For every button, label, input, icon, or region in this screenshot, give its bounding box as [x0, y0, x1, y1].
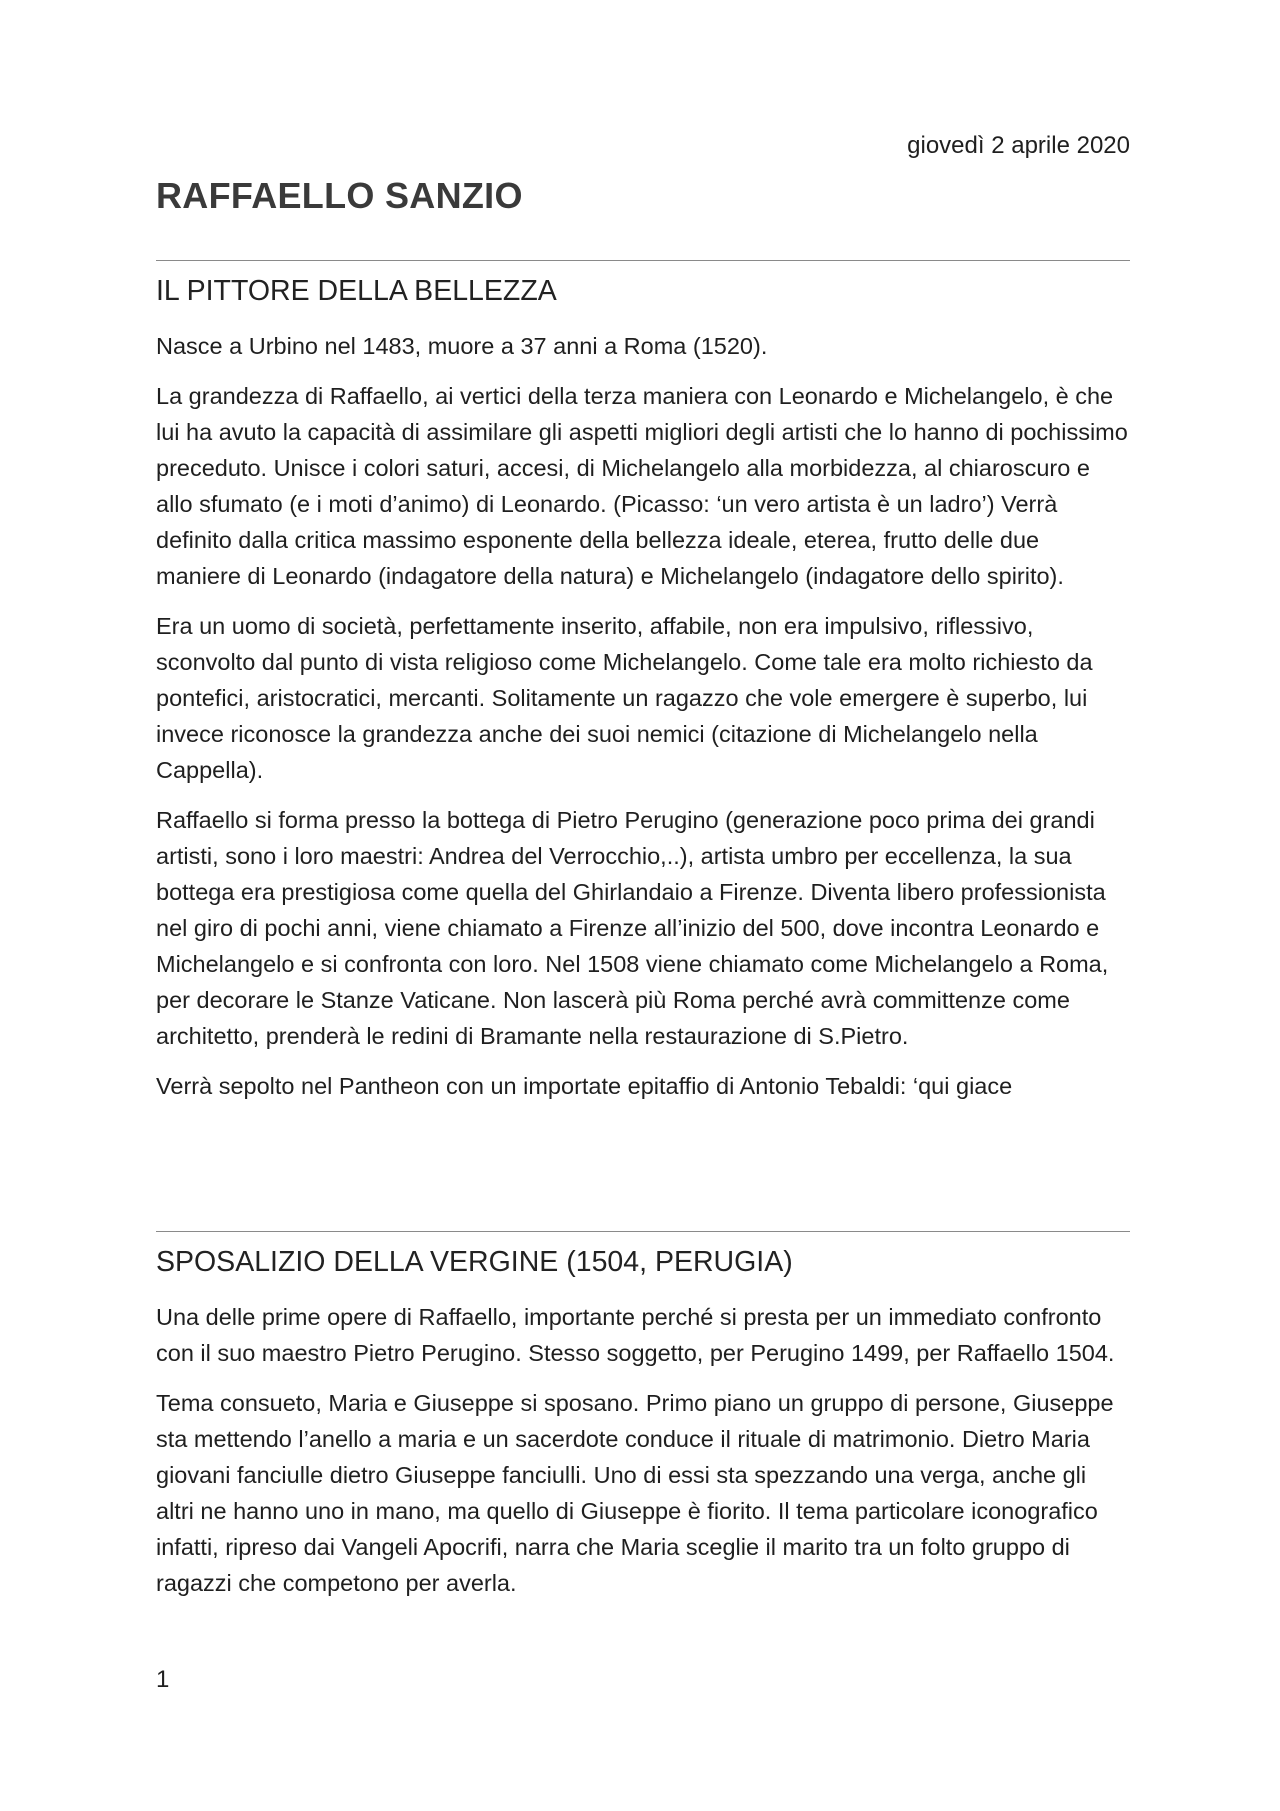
paragraph: Era un uomo di società, perfettamente inserito, affabile, non era impulsivo, riflessivo, sconvolto dal punto di vista religioso come Michelangelo. Come tale era molto richiesto da pontefici, aristocratici, mercanti. Solitamente un ragazzo che vole emergere è superbo, lui invece riconosce la grandezza anche dei suoi nemici (citazione di Michelangelo nella Cappella).: [156, 613, 1093, 783]
section-il-pittore-della-bellezza: [156, 260, 1130, 1118]
document-title: RAFFAELLO SANZIO: [156, 175, 523, 216]
paragraph: Raffaello si forma presso la bottega di Pietro Perugino (generazione poco prima dei grandi artisti, sono i loro maestri: Andrea del Verrocchio,..), artista umbro per eccellenza, la sua bottega era prestigiosa come quella del Ghirlandaio a Firenze. Diventa libero professionista nel giro di pochi anni, viene chiamato a Firenze all’inizio del 500, dove incontra Leonardo e Michelangelo e si confronta con loro. Nel 1508 viene chiamato come Michelangelo a Roma, per decorare le Stanze Vaticane. Non lascerà più Roma perché avrà committenze come architetto, prenderà le redini di Bramante nella restaurazione di S.Pietro.: [156, 807, 1109, 1049]
section-sposalizio-della-vergine: [156, 1231, 1130, 1615]
paragraph: Una delle prime opere di Raffaello, importante perché si presta per un immediato confronto con il suo maestro Pietro Perugino. Stesso soggetto, per Perugino 1499, per Raffaello 1504.: [156, 1304, 1115, 1366]
section-heading: SPOSALIZIO DELLA VERGINE (1504, PERUGIA): [156, 1246, 793, 1278]
document-date: giovedì 2 aprile 2020: [907, 132, 1130, 159]
section-body: [156, 328, 1130, 1104]
section-divider: [156, 260, 1130, 261]
paragraph: La grandezza di Raffaello, ai vertici della terza maniera con Leonardo e Michelangelo, è che lui ha avuto la capacità di assimilare gli aspetti migliori degli artisti che lo hanno di pochissimo preceduto. Unisce i colori saturi, accesi, di Michelangelo alla morbidezza, al chiaroscuro e allo sfumato (e i moti d’animo) di Leonardo. (Picasso: ‘un vero artista è un ladro’) Verrà definito dalla critica massimo esponente della bellezza ideale, eterea, frutto delle due maniere di Leonardo (indagatore della natura) e Michelangelo (indagatore dello spirito).: [156, 383, 1128, 589]
paragraph: Verrà sepolto nel Pantheon con un importate epitaffio di Antonio Tebaldi: ‘qui giace: [156, 1073, 1013, 1099]
paragraph: Nasce a Urbino nel 1483, muore a 37 anni a Roma (1520).: [156, 333, 768, 359]
section-divider: [156, 1231, 1130, 1232]
section-heading: IL PITTORE DELLA BELLEZZA: [156, 275, 557, 307]
page-number: 1: [156, 1666, 170, 1693]
section-body: [156, 1299, 1130, 1601]
paragraph: Tema consueto, Maria e Giuseppe si sposano. Primo piano un gruppo di persone, Giuseppe sta mettendo l’anello a maria e un sacerdote conduce il rituale di matrimonio. Dietro Maria giovani fanciulle dietro Giuseppe fanciulli. Uno di essi sta spezzando una verga, anche gli altri ne hanno uno in mano, ma quello di Giuseppe è fiorito. Il tema particolare iconografico infatti, ripreso dai Vangeli Apocrifi, narra che Maria sceglie il marito tra un folto gruppo di ragazzi che competono per averla.: [156, 1390, 1114, 1596]
